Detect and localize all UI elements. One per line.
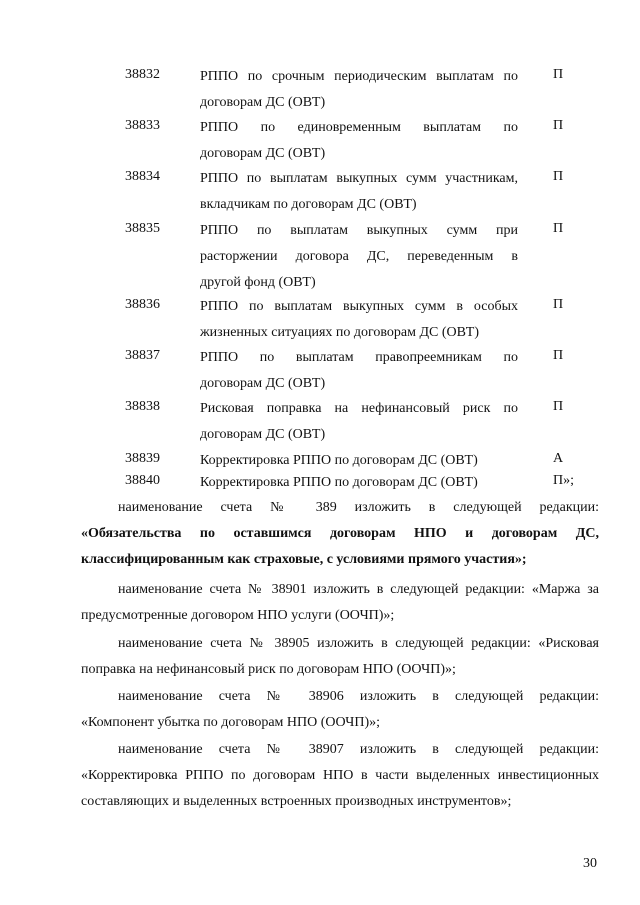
description-line: жизненных ситуациях по договорам ДС (ОВТ)	[200, 325, 480, 340]
account-type: П	[553, 221, 564, 236]
account-code: 38839	[125, 451, 160, 466]
description-line: РППО по срочным периодическим выплатам по	[200, 69, 518, 84]
description-line: РППО по выплатам выкупных сумм участникам,	[200, 171, 518, 186]
description-line: вкладчикам по договорам ДС (ОВТ)	[200, 197, 417, 212]
page-number: 30	[583, 856, 597, 871]
account-type: А	[553, 451, 564, 466]
account-code: 38834	[125, 169, 160, 184]
description-line: Рисковая поправка на нефинансовый риск по	[200, 401, 518, 416]
description-line: Корректировка РППО по договорам ДС (ОВТ)	[200, 453, 478, 468]
description-line: Корректировка РППО по договорам ДС (ОВТ)	[200, 475, 478, 490]
account-code: 38835	[125, 221, 160, 236]
amendment-paragraph	[81, 684, 599, 736]
amendment-paragraph	[81, 577, 599, 629]
amendment-paragraph	[81, 737, 599, 815]
description-line: договорам ДС (ОВТ)	[200, 95, 326, 110]
description-line: РППО по выплатам правопреемникам по	[200, 350, 518, 365]
account-description	[200, 166, 518, 218]
account-type: П	[553, 118, 564, 133]
paragraph-line: поправка на нефинансовый риск по договорам НПО (ООЧП)»;	[81, 662, 456, 677]
paragraph-line: «Корректировка РППО по договорам НПО в части выделенных инвестиционных	[81, 768, 599, 783]
account-description	[200, 345, 518, 397]
account-type: П	[553, 399, 564, 414]
description-line: другой фонд (ОВТ)	[200, 275, 316, 290]
account-type: П	[553, 297, 564, 312]
description-line: РППО по выплатам выкупных сумм при	[200, 223, 518, 238]
account-code: 38837	[125, 348, 160, 363]
paragraph-line: предусмотренные договором НПО услуги (ООЧП)»;	[81, 608, 395, 623]
description-line: расторжении договора ДС, переведенным в	[200, 249, 518, 264]
account-description	[200, 64, 518, 116]
paragraph-line: классифицированным как страховые, с условиями прямого участия»;	[81, 552, 527, 567]
paragraph-line: «Обязательства по оставшимся договорам НПО и договорам ДС,	[81, 526, 599, 541]
paragraph-line: составляющих и выделенных встроенных производных инструментов»;	[81, 794, 512, 809]
account-description	[200, 470, 518, 496]
description-line: договорам ДС (ОВТ)	[200, 427, 326, 442]
account-description	[200, 115, 518, 167]
account-type: П»;	[553, 473, 574, 488]
amendment-paragraph	[81, 631, 599, 683]
description-line: РППО по выплатам выкупных сумм в особых	[200, 299, 518, 314]
paragraph-line: наименование счета № 38901 изложить в следующей редакции: «Маржа за	[118, 582, 599, 597]
account-type: П	[553, 67, 564, 82]
paragraph-line: «Компонент убытка по договорам НПО (ООЧП)»;	[81, 715, 381, 730]
amendment-paragraph	[81, 495, 599, 573]
paragraph-line: наименование счета № 38906 изложить в следующей редакции:	[118, 689, 599, 704]
account-description	[200, 218, 518, 296]
account-code: 38840	[125, 473, 160, 488]
paragraph-line: наименование счета № 389 изложить в следующей редакции:	[118, 500, 599, 515]
account-type: П	[553, 348, 564, 363]
account-code: 38838	[125, 399, 160, 414]
description-line: РППО по единовременным выплатам по	[200, 120, 518, 135]
account-code: 38832	[125, 67, 160, 82]
description-line: договорам ДС (ОВТ)	[200, 376, 326, 391]
paragraph-line: наименование счета № 38905 изложить в следующей редакции: «Рисковая	[118, 636, 599, 651]
account-code: 38833	[125, 118, 160, 133]
account-type: П	[553, 169, 564, 184]
account-description	[200, 396, 518, 448]
paragraph-line: наименование счета № 38907 изложить в следующей редакции:	[118, 742, 599, 757]
account-description	[200, 294, 518, 346]
description-line: договорам ДС (ОВТ)	[200, 146, 326, 161]
account-code: 38836	[125, 297, 160, 312]
